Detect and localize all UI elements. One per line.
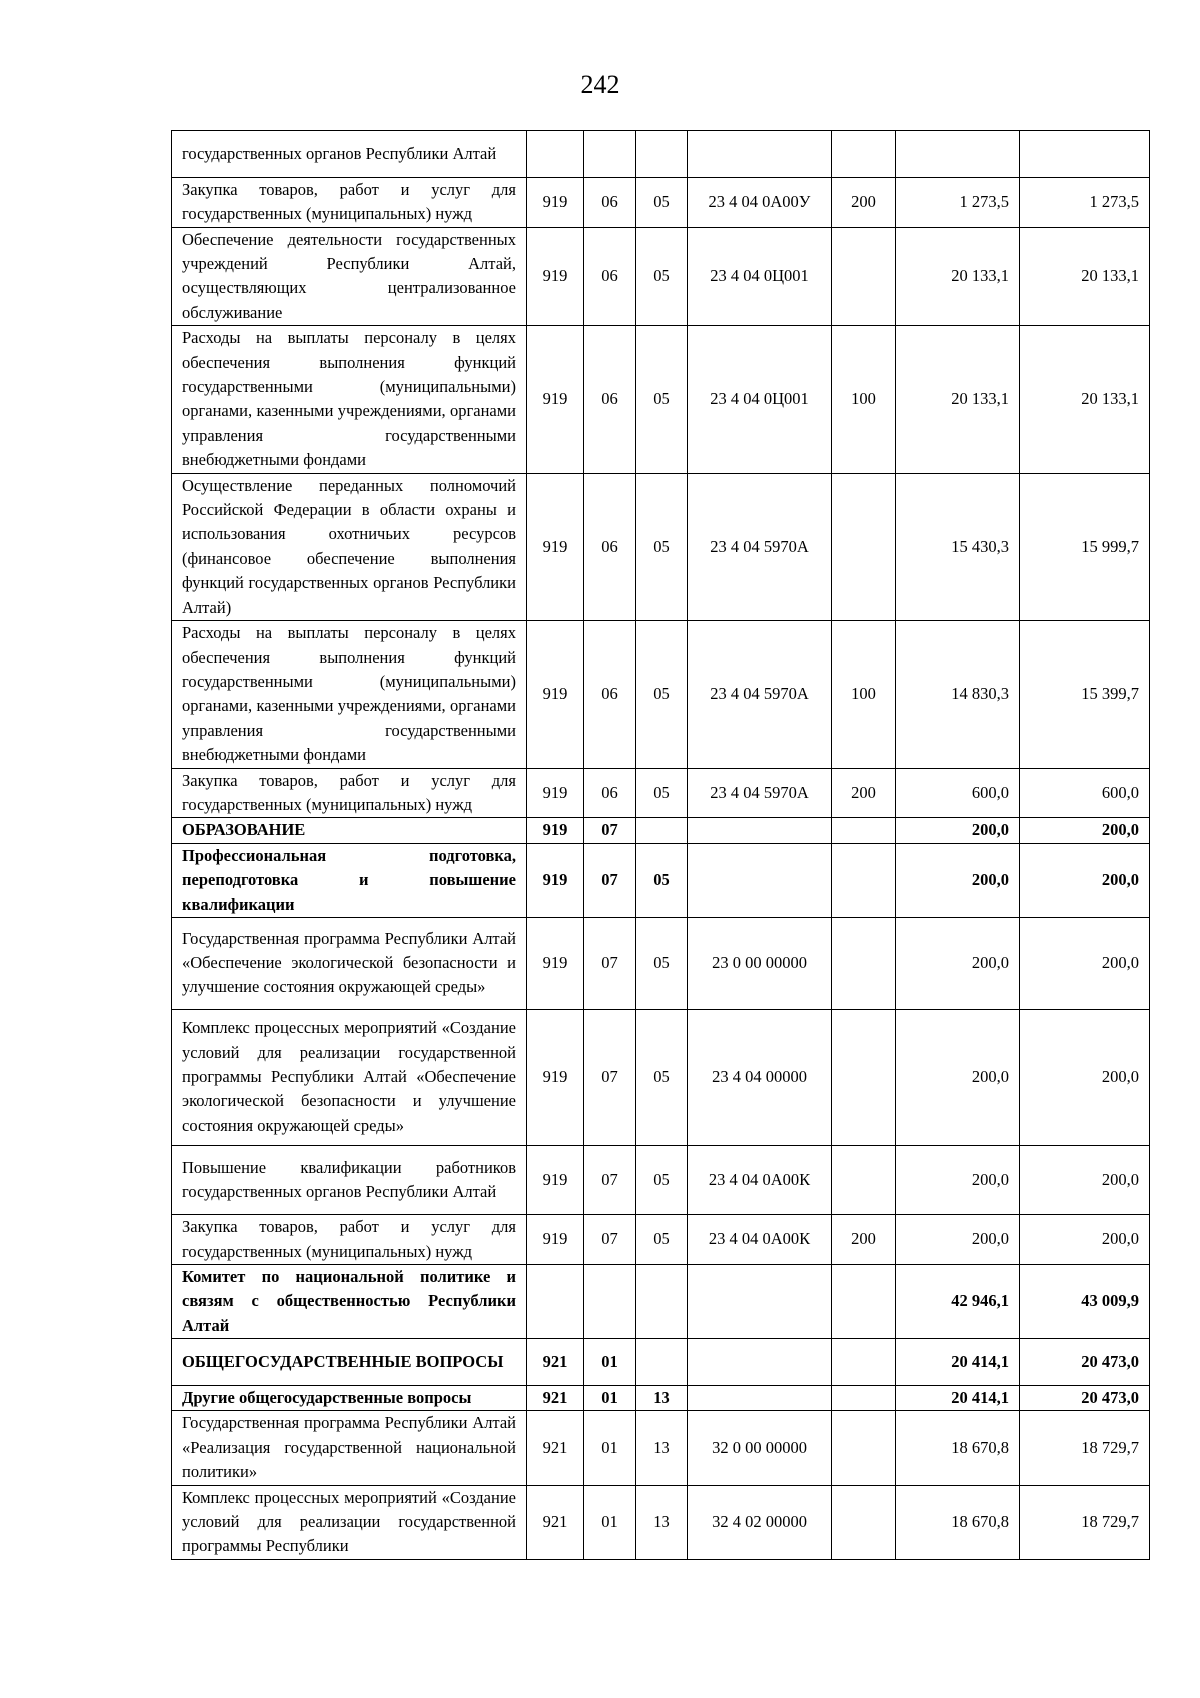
section-code-cell: 07 [584,1145,636,1214]
table-row [172,843,1150,917]
table-row [172,818,1150,843]
target-article-cell [688,1385,832,1410]
admin-code-cell: 919 [527,177,584,227]
expense-type-cell [832,131,896,178]
admin-code-cell [527,131,584,178]
amount-year1-cell: 42 946,1 [896,1264,1020,1338]
subsection-code-cell: 05 [636,768,688,818]
expense-type-cell: 200 [832,1215,896,1265]
amount-year2-cell: 15 999,7 [1020,473,1150,620]
admin-code-cell: 919 [527,843,584,917]
amount-year1-cell: 200,0 [896,1145,1020,1214]
amount-year1-cell: 200,0 [896,843,1020,917]
page-number: 242 [580,70,620,99]
admin-code-cell: 921 [527,1339,584,1386]
row-name-cell: ОБРАЗОВАНИЕ [172,818,527,843]
admin-code-cell: 919 [527,768,584,818]
target-article-cell [688,818,832,843]
table-row [172,1009,1150,1145]
table-body [172,131,1150,1560]
section-code-cell: 07 [584,843,636,917]
table-row [172,1411,1150,1485]
table-row [172,1264,1150,1338]
section-code-cell: 07 [584,1215,636,1265]
target-article-cell: 23 4 04 0А00К [688,1145,832,1214]
expense-type-cell [832,227,896,326]
subsection-code-cell: 05 [636,621,688,768]
table-row [172,177,1150,227]
subsection-code-cell [636,818,688,843]
expense-type-cell [832,1385,896,1410]
section-code-cell: 06 [584,621,636,768]
section-code-cell: 06 [584,227,636,326]
row-name-cell: ОБЩЕГОСУДАРСТВЕННЫЕ ВОПРОСЫ [172,1339,527,1386]
section-code-cell: 01 [584,1385,636,1410]
expense-type-cell: 200 [832,768,896,818]
table-row [172,473,1150,620]
target-article-cell [688,1264,832,1338]
expense-type-cell [832,1485,896,1559]
amount-year1-cell: 200,0 [896,1009,1020,1145]
section-code-cell: 01 [584,1339,636,1386]
expense-type-cell [832,473,896,620]
amount-year2-cell: 600,0 [1020,768,1150,818]
amount-year1-cell: 20 133,1 [896,326,1020,473]
budget-table [171,130,1150,1560]
row-name-cell: Комплекс процессных мероприятий «Создание условий для реализации государственной программы Республики Алтай «Обеспечение экологической безопасности и улучшение состояния окружающей среды» [172,1009,527,1145]
subsection-code-cell: 13 [636,1385,688,1410]
amount-year2-cell: 18 729,7 [1020,1411,1150,1485]
section-code-cell: 06 [584,326,636,473]
row-name-cell: Закупка товаров, работ и услуг для государственных (муниципальных) нужд [172,768,527,818]
amount-year2-cell [1020,131,1150,178]
subsection-code-cell: 05 [636,1009,688,1145]
row-name-cell: Повышение квалификации работников государственных органов Республики Алтай [172,1145,527,1214]
admin-code-cell: 921 [527,1385,584,1410]
subsection-code-cell [636,1339,688,1386]
admin-code-cell: 921 [527,1485,584,1559]
amount-year2-cell: 20 133,1 [1020,326,1150,473]
amount-year2-cell: 1 273,5 [1020,177,1150,227]
expense-type-cell [832,1264,896,1338]
amount-year1-cell: 14 830,3 [896,621,1020,768]
admin-code-cell [527,1264,584,1338]
target-article-cell: 23 4 04 5970А [688,473,832,620]
amount-year2-cell: 18 729,7 [1020,1485,1150,1559]
table-row [172,1145,1150,1214]
section-code-cell: 01 [584,1485,636,1559]
subsection-code-cell: 05 [636,1145,688,1214]
subsection-code-cell: 05 [636,1215,688,1265]
target-article-cell: 23 4 04 00000 [688,1009,832,1145]
table-row [172,326,1150,473]
expense-type-cell [832,1145,896,1214]
target-article-cell: 23 4 04 0А00К [688,1215,832,1265]
amount-year2-cell: 20 473,0 [1020,1385,1150,1410]
target-article-cell [688,1339,832,1386]
target-article-cell: 23 4 04 0А00У [688,177,832,227]
amount-year2-cell: 20 133,1 [1020,227,1150,326]
expense-type-cell [832,1411,896,1485]
expense-type-cell [832,1009,896,1145]
section-code-cell: 06 [584,768,636,818]
admin-code-cell: 919 [527,473,584,620]
admin-code-cell: 919 [527,1009,584,1145]
row-name-cell: Профессиональная подготовка, переподготовка и повышение квалификации [172,843,527,917]
row-name-cell: Другие общегосударственные вопросы [172,1385,527,1410]
table-row [172,227,1150,326]
admin-code-cell: 921 [527,1411,584,1485]
amount-year2-cell: 15 399,7 [1020,621,1150,768]
table-row [172,1485,1150,1559]
section-code-cell: 01 [584,1411,636,1485]
amount-year2-cell: 200,0 [1020,818,1150,843]
table-row [172,768,1150,818]
table-row [172,621,1150,768]
amount-year1-cell: 200,0 [896,1215,1020,1265]
subsection-code-cell [636,1264,688,1338]
section-code-cell: 06 [584,177,636,227]
subsection-code-cell: 05 [636,473,688,620]
amount-year1-cell: 20 133,1 [896,227,1020,326]
admin-code-cell: 919 [527,917,584,1009]
expense-type-cell: 100 [832,326,896,473]
row-name-cell: Осуществление переданных полномочий Российской Федерации в области охраны и использования охотничьих ресурсов (финансовое обеспечение выполнения функций государственных органов Республики Алтай) [172,473,527,620]
amount-year2-cell: 20 473,0 [1020,1339,1150,1386]
expense-type-cell: 100 [832,621,896,768]
target-article-cell: 23 4 04 0Ц001 [688,227,832,326]
subsection-code-cell: 05 [636,177,688,227]
amount-year2-cell: 200,0 [1020,1145,1150,1214]
amount-year1-cell: 18 670,8 [896,1485,1020,1559]
target-article-cell: 23 0 00 00000 [688,917,832,1009]
amount-year1-cell: 20 414,1 [896,1339,1020,1386]
amount-year1-cell: 200,0 [896,917,1020,1009]
amount-year1-cell: 20 414,1 [896,1385,1020,1410]
row-name-cell: Расходы на выплаты персоналу в целях обеспечения выполнения функций государственными (муниципальными) органами, казенными учреждениями, органами управления государственными внебюджетными фондами [172,621,527,768]
target-article-cell: 23 4 04 5970А [688,621,832,768]
target-article-cell: 23 4 04 0Ц001 [688,326,832,473]
subsection-code-cell: 05 [636,917,688,1009]
section-code-cell: 07 [584,818,636,843]
subsection-code-cell: 13 [636,1485,688,1559]
target-article-cell [688,131,832,178]
row-name-cell: Государственная программа Республики Алтай «Обеспечение экологической безопасности и улучшение состояния окружающей среды» [172,917,527,1009]
row-name-cell: государственных органов Республики Алтай [172,131,527,178]
row-name-cell: Государственная программа Республики Алтай «Реализация государственной национальной политики» [172,1411,527,1485]
expense-type-cell [832,818,896,843]
table-row [172,1385,1150,1410]
admin-code-cell: 919 [527,1145,584,1214]
amount-year2-cell: 200,0 [1020,1215,1150,1265]
target-article-cell: 32 4 02 00000 [688,1485,832,1559]
target-article-cell: 23 4 04 5970А [688,768,832,818]
section-code-cell: 06 [584,473,636,620]
amount-year2-cell: 200,0 [1020,1009,1150,1145]
row-name-cell: Обеспечение деятельности государственных учреждений Республики Алтай, осуществляющих централизованное обслуживание [172,227,527,326]
admin-code-cell: 919 [527,621,584,768]
subsection-code-cell: 05 [636,227,688,326]
subsection-code-cell: 13 [636,1411,688,1485]
expense-type-cell [832,1339,896,1386]
expense-type-cell [832,843,896,917]
table-row [172,1339,1150,1386]
target-article-cell: 32 0 00 00000 [688,1411,832,1485]
amount-year2-cell: 200,0 [1020,917,1150,1009]
table-row [172,1215,1150,1265]
admin-code-cell: 919 [527,818,584,843]
subsection-code-cell: 05 [636,843,688,917]
amount-year1-cell [896,131,1020,178]
section-code-cell [584,131,636,178]
amount-year1-cell: 600,0 [896,768,1020,818]
section-code-cell: 07 [584,1009,636,1145]
admin-code-cell: 919 [527,227,584,326]
section-code-cell: 07 [584,917,636,1009]
row-name-cell: Комплекс процессных мероприятий «Создание условий для реализации государственной программы Республики [172,1485,527,1559]
subsection-code-cell [636,131,688,178]
row-name-cell: Расходы на выплаты персоналу в целях обеспечения выполнения функций государственными (муниципальными) органами, казенными учреждениями, органами управления государственными внебюджетными фондами [172,326,527,473]
expense-type-cell: 200 [832,177,896,227]
amount-year1-cell: 18 670,8 [896,1411,1020,1485]
row-name-cell: Закупка товаров, работ и услуг для государственных (муниципальных) нужд [172,177,527,227]
amount-year2-cell: 200,0 [1020,843,1150,917]
row-name-cell: Комитет по национальной политике и связям с общественностью Республики Алтай [172,1264,527,1338]
table-row [172,917,1150,1009]
target-article-cell [688,843,832,917]
admin-code-cell: 919 [527,326,584,473]
row-name-cell: Закупка товаров, работ и услуг для государственных (муниципальных) нужд [172,1215,527,1265]
subsection-code-cell: 05 [636,326,688,473]
amount-year1-cell: 15 430,3 [896,473,1020,620]
admin-code-cell: 919 [527,1215,584,1265]
table-row [172,131,1150,178]
amount-year1-cell: 200,0 [896,818,1020,843]
amount-year2-cell: 43 009,9 [1020,1264,1150,1338]
expense-type-cell [832,917,896,1009]
amount-year1-cell: 1 273,5 [896,177,1020,227]
section-code-cell [584,1264,636,1338]
